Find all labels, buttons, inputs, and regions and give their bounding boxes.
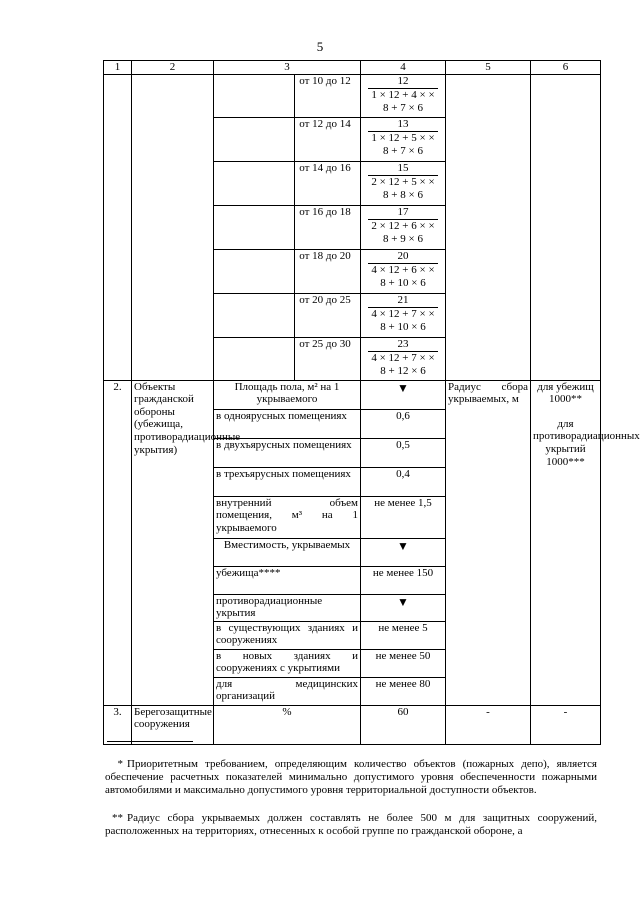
range-label: от 25 до 30 [299,337,351,350]
anti-radiation-radius: для противорадиационных укрытий 1000*** [533,417,640,468]
param-value: не менее 1,5 [361,496,446,538]
range-cell [214,161,361,205]
header-cell: 5 [446,61,531,75]
arrow-down-icon: ▼ [361,594,446,621]
header-cell: 3 [214,61,361,75]
formula-bottom: 2 × 12 + 5 × × 8 + 8 × 6 [368,175,438,201]
standards-table [103,60,640,745]
footnote-divider [107,741,193,742]
range-cell [214,293,361,337]
footnote-1 [105,758,597,797]
empty-cell [446,74,531,380]
range-cell [214,74,361,117]
formula-top: 23 [397,337,409,350]
range-label: от 16 до 18 [299,205,351,218]
param-label: в двухъярусных помещениях [214,438,361,467]
param-value: 0,4 [361,467,446,496]
formula-cell [361,249,446,293]
radius-values [531,380,640,705]
unit-cell: % [214,705,361,744]
param-label: Площадь пола, м² на 1 укрываемого [214,380,361,409]
range-cell [214,205,361,249]
formula-top: 15 [397,161,409,174]
table-row [104,705,601,744]
footnote-text: Радиус сбора укрываемых должен составлять не более 500 м для защитных сооружений, расположенных на территориях, отнесенных к особой группе по гражданской обороне, а [105,812,597,837]
range-label: от 10 до 12 [299,74,351,87]
formula-cell [361,161,446,205]
range-cell [214,117,361,161]
formula-cell [361,337,446,380]
formula-bottom: 2 × 12 + 6 × × 8 + 9 × 6 [368,219,438,245]
formula-cell [361,205,446,249]
param-value: 0,6 [361,409,446,438]
formula-cell [361,74,446,117]
table-row [104,380,601,409]
formula-top: 13 [397,117,409,130]
value-cell: 60 [361,705,446,744]
range-cell [214,337,361,380]
footnote-marker: ** [112,812,123,824]
header-cell: 2 [132,61,214,75]
formula-bottom: 4 × 12 + 6 × × 8 + 10 × 6 [368,263,438,289]
footnote-2 [105,812,597,838]
row-number: 3. [104,705,132,744]
range-label: от 12 до 14 [299,117,351,130]
formula-top: 12 [397,74,409,87]
param-label: в новых зданиях и сооружениях с укрытиями [214,649,361,677]
arrow-down-icon: ▼ [361,380,446,409]
range-cell [214,249,361,293]
empty-cell [132,74,214,380]
dash-cell: - [531,705,601,744]
formula-bottom: 4 × 12 + 7 × × 8 + 10 × 6 [368,307,438,333]
param-value: не менее 50 [361,649,446,677]
formula-top: 20 [397,249,409,262]
formula-cell [361,293,446,337]
range-row [104,74,601,117]
param-label: убежища**** [214,566,361,594]
table-header-row [104,61,601,75]
param-label: в трехъярусных помещениях [214,467,361,496]
empty-cell [531,74,601,380]
param-label: Вместимость, укрываемых [214,538,361,566]
param-value: 0,5 [361,438,446,467]
collection-radius-label: Радиус сбора укрываемых, м [446,380,531,705]
formula-bottom: 1 × 12 + 5 × × 8 + 7 × 6 [368,131,438,157]
param-label: в одноярусных помещениях [214,409,361,438]
header-cell: 6 [531,61,601,75]
footnote-marker: * [117,758,123,770]
object-name: Объекты гражданской обороны (убежища, противорадиационные укрытия) [132,380,214,705]
param-value: не менее 80 [361,677,446,705]
param-label: в существующих зданиях и сооружениях [214,621,361,649]
param-value: не менее 150 [361,566,446,594]
formula-top: 21 [397,293,409,306]
dash-cell: - [446,705,531,744]
param-label: противорадиационные укрытия [214,594,361,621]
empty-cell [104,74,132,380]
range-label: от 20 до 25 [299,293,351,306]
formula-bottom: 1 × 12 + 4 × × 8 + 7 × 6 [368,88,438,114]
header-cell: 1 [104,61,132,75]
page-number: 5 [316,39,324,54]
param-label: для медицинских организаций [214,677,361,705]
param-value: не менее 5 [361,621,446,649]
object-name: Берегозащитные сооружения [132,705,214,744]
row-number: 2. [104,380,132,705]
range-label: от 14 до 16 [299,161,351,174]
header-cell: 4 [361,61,446,75]
formula-bottom: 4 × 12 + 7 × × 8 + 12 × 6 [368,351,438,377]
shelter-radius: для убежищ 1000** [537,380,594,406]
formula-top: 17 [397,205,409,218]
formula-cell [361,117,446,161]
footnote-text: Приоритетным требованием, определяющим количество объектов (пожарных депо), является обеспечение расчетных показателей минимально допустимого уровня обеспеченности пожарными автомобилями и максимально допустимого уровня территориальной доступности объектов. [105,758,597,796]
param-label: внутренний объем помещения, м³ на 1 укрываемого [214,496,361,538]
range-label: от 18 до 20 [299,249,351,262]
arrow-down-icon: ▼ [361,538,446,566]
